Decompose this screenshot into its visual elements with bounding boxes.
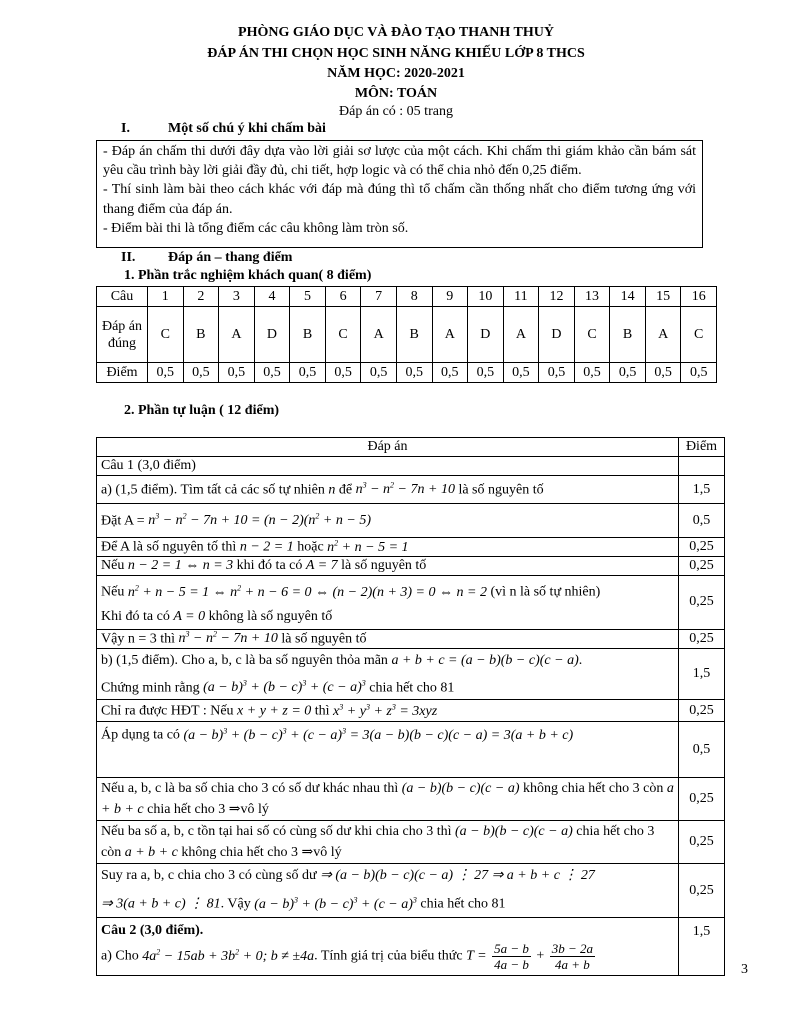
mc-s: 0,5 [219, 363, 255, 383]
mc-a: A [432, 307, 468, 363]
row-score: 0,25 [679, 821, 725, 864]
col-header-score: Điểm [679, 438, 725, 457]
row-text: (vì n là số tự nhiên) [490, 584, 601, 600]
note-2: - Thí sinh làm bài theo cách khác với đáp mà đúng thì tổ chấm cần thống nhất cho điểm tương ứng với thang điểm của đáp án. [103, 182, 696, 217]
row-text: thì [314, 703, 330, 719]
math-expression: x + y + z = 0 [237, 703, 312, 719]
mc-a: B [183, 307, 219, 363]
math-expression: n − 2 = 1 [239, 539, 294, 555]
row-text: không chia hết cho 3 [181, 845, 298, 861]
mc-q: 6 [325, 287, 361, 307]
mc-s: 0,5 [290, 363, 326, 383]
mc-a: D [539, 307, 575, 363]
math-expression: $(a - b)^3 + (b - c)^3 + (c - a)^3$ [203, 678, 366, 696]
row-text: là số nguyên tố [281, 631, 367, 647]
mc-question-row [97, 287, 717, 307]
math-expression: (a − b)(b − c)(c − a) [455, 824, 573, 840]
row-score: 0,25 [679, 778, 725, 821]
mc-q: 3 [219, 287, 255, 307]
note-1: - Đáp án chấm thi dưới đây dựa vào lời giải sơ lược của một cách. Khi chấm thi giám khảo cần bám sát yêu cầu trình bày lời giải đầy đủ, chi tiết, hợp logic và có thể chia nhỏ đến 0,25 điểm. [103, 144, 696, 179]
answer-row [97, 629, 725, 648]
row-text: a) (1,5 điểm). Tìm tất cả các số tự nhiên [101, 482, 325, 498]
question-2-title: Câu 2 (3,0 điểm). [101, 922, 204, 938]
row-text: khi đó ta có [236, 558, 303, 573]
page-number: 3 [741, 962, 748, 977]
row-text: Nếu [101, 584, 125, 600]
mc-q: 14 [610, 287, 646, 307]
mc-q: 12 [539, 287, 575, 307]
mc-q: 1 [148, 287, 184, 307]
mc-q: 10 [468, 287, 504, 307]
math-expression: $x^3 + y^3 + z^3 = 3xyz$ [333, 701, 438, 719]
row-text: hoặc [297, 539, 324, 555]
row-text: Áp dụng ta có [101, 727, 180, 743]
row-text: a) Cho [101, 948, 139, 964]
row-text: không là số nguyên tố [208, 608, 333, 624]
mc-a: C [325, 307, 361, 363]
row-text: Khi đó ta có [101, 608, 170, 624]
mc-s: 0,5 [361, 363, 397, 383]
row-text: Chỉ ra được HĐT : Nếu [101, 703, 234, 719]
mc-a: D [468, 307, 504, 363]
header-subject: MÔN: TOÁN [354, 86, 438, 101]
math-expression: ⇒ (a − b)(b − c)(c − a) ⋮ 27 ⇒ a + b + c ⋮ 27 [320, 868, 595, 884]
question-1-title: Câu 1 (3,0 điểm) [97, 457, 679, 476]
header-school-year: NĂM HỌC: 2020-2021 [327, 66, 465, 81]
row-text: không chia hết cho 3 còn [522, 781, 664, 797]
row-score: 0,25 [679, 700, 725, 722]
mc-a: A [503, 307, 539, 363]
part2-title: 2. Phần tự luận ( 12 điểm) [124, 403, 280, 418]
mc-s: 0,5 [574, 363, 610, 383]
mc-s: 0,5 [183, 363, 219, 383]
mc-q: 13 [574, 287, 610, 307]
essay-answer-table [96, 437, 725, 976]
answer-row [97, 557, 725, 576]
fraction-2: $\frac{3b - 2a}{4a + b}$ [551, 940, 594, 972]
mc-a: C [574, 307, 610, 363]
math-expression: (a − b)(b − c)(c − a) [401, 781, 520, 797]
mc-s: 0,5 [432, 363, 468, 383]
row-score: 0,5 [679, 504, 725, 538]
mc-score-row [97, 363, 717, 383]
page-count-note: Đáp án có : 05 trang [339, 104, 453, 119]
row-score: 0,5 [679, 722, 725, 778]
row-score: 0,25 [679, 557, 725, 576]
math-expression: a + b + c [124, 845, 178, 861]
row-score: 0,25 [679, 538, 725, 557]
mc-s: 0,5 [503, 363, 539, 383]
header-department: PHÒNG GIÁO DỤC VÀ ĐÀO TẠO THANH THUỶ [238, 25, 554, 40]
col-header-answer: Đáp án [97, 438, 679, 457]
section2-number: II. [121, 250, 136, 265]
row-text: là số nguyên tố [458, 482, 544, 498]
mc-q: 16 [681, 287, 717, 307]
math-factorization: $n^3 - n^2 - 7n + 10 = (n - 2)(n^2 + n - 5)$ [148, 511, 371, 529]
header-exam-title: ĐÁP ÁN THI CHỌN HỌC SINH NĂNG KHIẾU LỚP 8 THCS [207, 46, 585, 61]
mc-answer-row [97, 307, 717, 363]
answer-row: Đặt $A = n^3 - n^2 - 7n + 10 = (n - 2)(n^2 + n - 5)$ 0,5 [97, 504, 725, 538]
mc-a: B [396, 307, 432, 363]
section1-title: Một số chú ý khi chấm bài [168, 121, 326, 136]
row-text: là số nguyên tố [341, 558, 427, 573]
row-text: Suy ra a, b, c chia cho 3 có cùng số dư [101, 868, 317, 884]
row-text: Nếu [101, 558, 125, 573]
mc-s: 0,5 [610, 363, 646, 383]
math-t: T = [466, 948, 487, 964]
math-expression: A = 0 [173, 608, 206, 624]
row-score: 1,5 [679, 917, 725, 975]
row-text: Vậy n = 3 thì [101, 631, 175, 647]
mc-q: 8 [396, 287, 432, 307]
mc-a: D [254, 307, 290, 363]
row-text: b) (1,5 điểm). Cho a, b, c là ba số nguyên thỏa mãn [101, 652, 388, 668]
row-text: Để A là số nguyên tố thì [101, 539, 237, 555]
math-expression: $n^2 + n - 5 = 1$ [327, 538, 409, 555]
math-expression: $n^3 - n^2 - 7n + 10$ [178, 629, 278, 647]
mc-s: 0,5 [396, 363, 432, 383]
row-score: 1,5 [679, 476, 725, 504]
mc-q: 4 [254, 287, 290, 307]
answer-row: b) (1,5 điểm). Cho a, b, c là ba số nguyên thỏa mãn a + b + c = (a − b)(b − c)(c − a). Chứng minh rằng $(a - b)^3 + (b - c)^3 + (c - a)^3$ chia hết cho 81 1,5 [97, 648, 725, 700]
note-3: - Điểm bài thi là tổng điểm các câu không làm tròn số. [103, 220, 409, 236]
mc-q: 5 [290, 287, 326, 307]
row-text: chia hết cho 81 [369, 680, 455, 696]
mc-a: A [361, 307, 397, 363]
row-score: 0,25 [679, 629, 725, 648]
math-expression: ⇒ 3(a + b + c) ⋮ 81 [101, 896, 221, 912]
math-expression: $(a - b)^3 + (b - c)^3 + (c - a)^3 = 3(a - b)(b - c)(c - a) = 3(a + b + c)$ [183, 726, 574, 743]
essay-header-row [97, 438, 725, 457]
row-text: chia hết cho 3 còn [101, 824, 655, 861]
mc-a: A [645, 307, 681, 363]
row-text: chia hết cho 81 [420, 896, 506, 912]
math-expression: $n^2 + n - 5 = 1$ ⇔ $n^2 + n - 6 = 0$ ⇔ (n − 2)(n + 3) = 0 ⇔ n = 2 [127, 583, 487, 600]
row-score: 0,25 [679, 864, 725, 918]
row-text: chia hết cho 3 [147, 802, 226, 818]
mc-a: B [290, 307, 326, 363]
mc-a: B [610, 307, 646, 363]
answer-row: Suy ra a, b, c chia cho 3 có cùng số dư ⇒ (a − b)(b − c)(c − a) ⋮ 27 ⇒ a + b + c ⋮ 27 ⇒ 3(a + b + c) ⋮ 81. Vậy $(a - b)^3 + (b - c)^3 + (c - a)^3$ chia hết cho 81 0,25 [97, 864, 725, 918]
row-text: Nếu a, b, c là ba số chia cho 3 có số dư khác nhau thì [101, 781, 399, 797]
answer-row: Nếu a, b, c là ba số chia cho 3 có số dư khác nhau thì (a − b)(b − c)(c − a) không chia hết cho 3 còn a + b + c chia hết cho 3 ⇒vô lý 0,25 [97, 778, 725, 821]
mc-s: 0,5 [681, 363, 717, 383]
answer-row: Câu 2 (3,0 điểm). a) Cho $4a^2 - 15ab + 3b^2 + 0$; b ≠ ±4a. Tính giá trị của biểu thức T = $\frac{5a - b}{4a - b}$ + $\frac{3b - 2a}{4a + b}$ 1,5 [97, 917, 725, 975]
mc-label-score: Điểm [97, 363, 148, 383]
math-expression: $4a^2 - 15ab + 3b^2 + 0$; b ≠ ±4a [142, 947, 315, 964]
math-expression: a + b + c = (a − b)(b − c)(c − a) [391, 652, 579, 668]
math-expression: a + b + c [101, 781, 674, 818]
score-cell-empty [679, 457, 725, 476]
mc-q: 9 [432, 287, 468, 307]
row-text: vô lý [313, 845, 342, 861]
row-text: . Tính giá trị của biểu thức [314, 948, 463, 964]
answer-row: a) (1,5 điểm). Tìm tất cả các số tự nhiên n để $n^3 - n^2 - 7n + 10$ là số nguyên tố 1,5 [97, 476, 725, 504]
mc-a: C [148, 307, 184, 363]
mc-q: 15 [645, 287, 681, 307]
row-score: 1,5 [679, 648, 725, 700]
mc-s: 0,5 [645, 363, 681, 383]
math-expression: n − 2 = 1 ⇔ n = 3 [127, 558, 234, 573]
mc-s: 0,5 [325, 363, 361, 383]
row-text: Nếu ba số a, b, c tồn tại hai số có cùng số dư khi chia cho 3 thì [101, 824, 452, 840]
mc-s: 0,5 [468, 363, 504, 383]
section1-number: I. [121, 121, 130, 136]
answer-row [97, 576, 725, 630]
math-expression: $n^3 - n^2 - 7n + 10$ [355, 480, 455, 498]
part1-title: 1. Phần trắc nghiệm khách quan( 8 điểm) [124, 268, 372, 283]
answer-row [97, 538, 725, 557]
math-n: n [328, 482, 336, 498]
mc-s: 0,5 [254, 363, 290, 383]
mc-q: 2 [183, 287, 219, 307]
math-expression: A = 7 [305, 558, 338, 573]
answer-row: Nếu ba số a, b, c tồn tại hai số có cùng số dư khi chia cho 3 thì (a − b)(b − c)(c − a) chia hết cho 3 còn a + b + c không chia hết cho 3 ⇒vô lý 0,25 [97, 821, 725, 864]
mc-s: 0,5 [148, 363, 184, 383]
mc-q: 11 [503, 287, 539, 307]
question-1-row [97, 457, 725, 476]
grading-notes-box [96, 140, 703, 248]
mc-a: C [681, 307, 717, 363]
row-score: 0,25 [679, 576, 725, 630]
mc-label-question: Câu [97, 287, 148, 307]
row-text: vô lý [240, 802, 269, 818]
section2-title: Đáp án – thang điểm [168, 250, 293, 265]
row-text: Chứng minh rằng [101, 680, 200, 696]
answer-row [97, 722, 725, 778]
mc-a: A [219, 307, 255, 363]
mc-q: 7 [361, 287, 397, 307]
mc-label-answer: Đáp án đúng [97, 307, 148, 363]
fraction-1: $\frac{5a - b}{4a - b}$ [494, 940, 529, 972]
math-expression: $(a - b)^3 + (b - c)^3 + (c - a)^3$ [254, 895, 417, 912]
multiple-choice-table [96, 286, 717, 383]
row-text: Vậy [227, 896, 251, 912]
answer-row [97, 700, 725, 722]
mc-s: 0,5 [539, 363, 575, 383]
